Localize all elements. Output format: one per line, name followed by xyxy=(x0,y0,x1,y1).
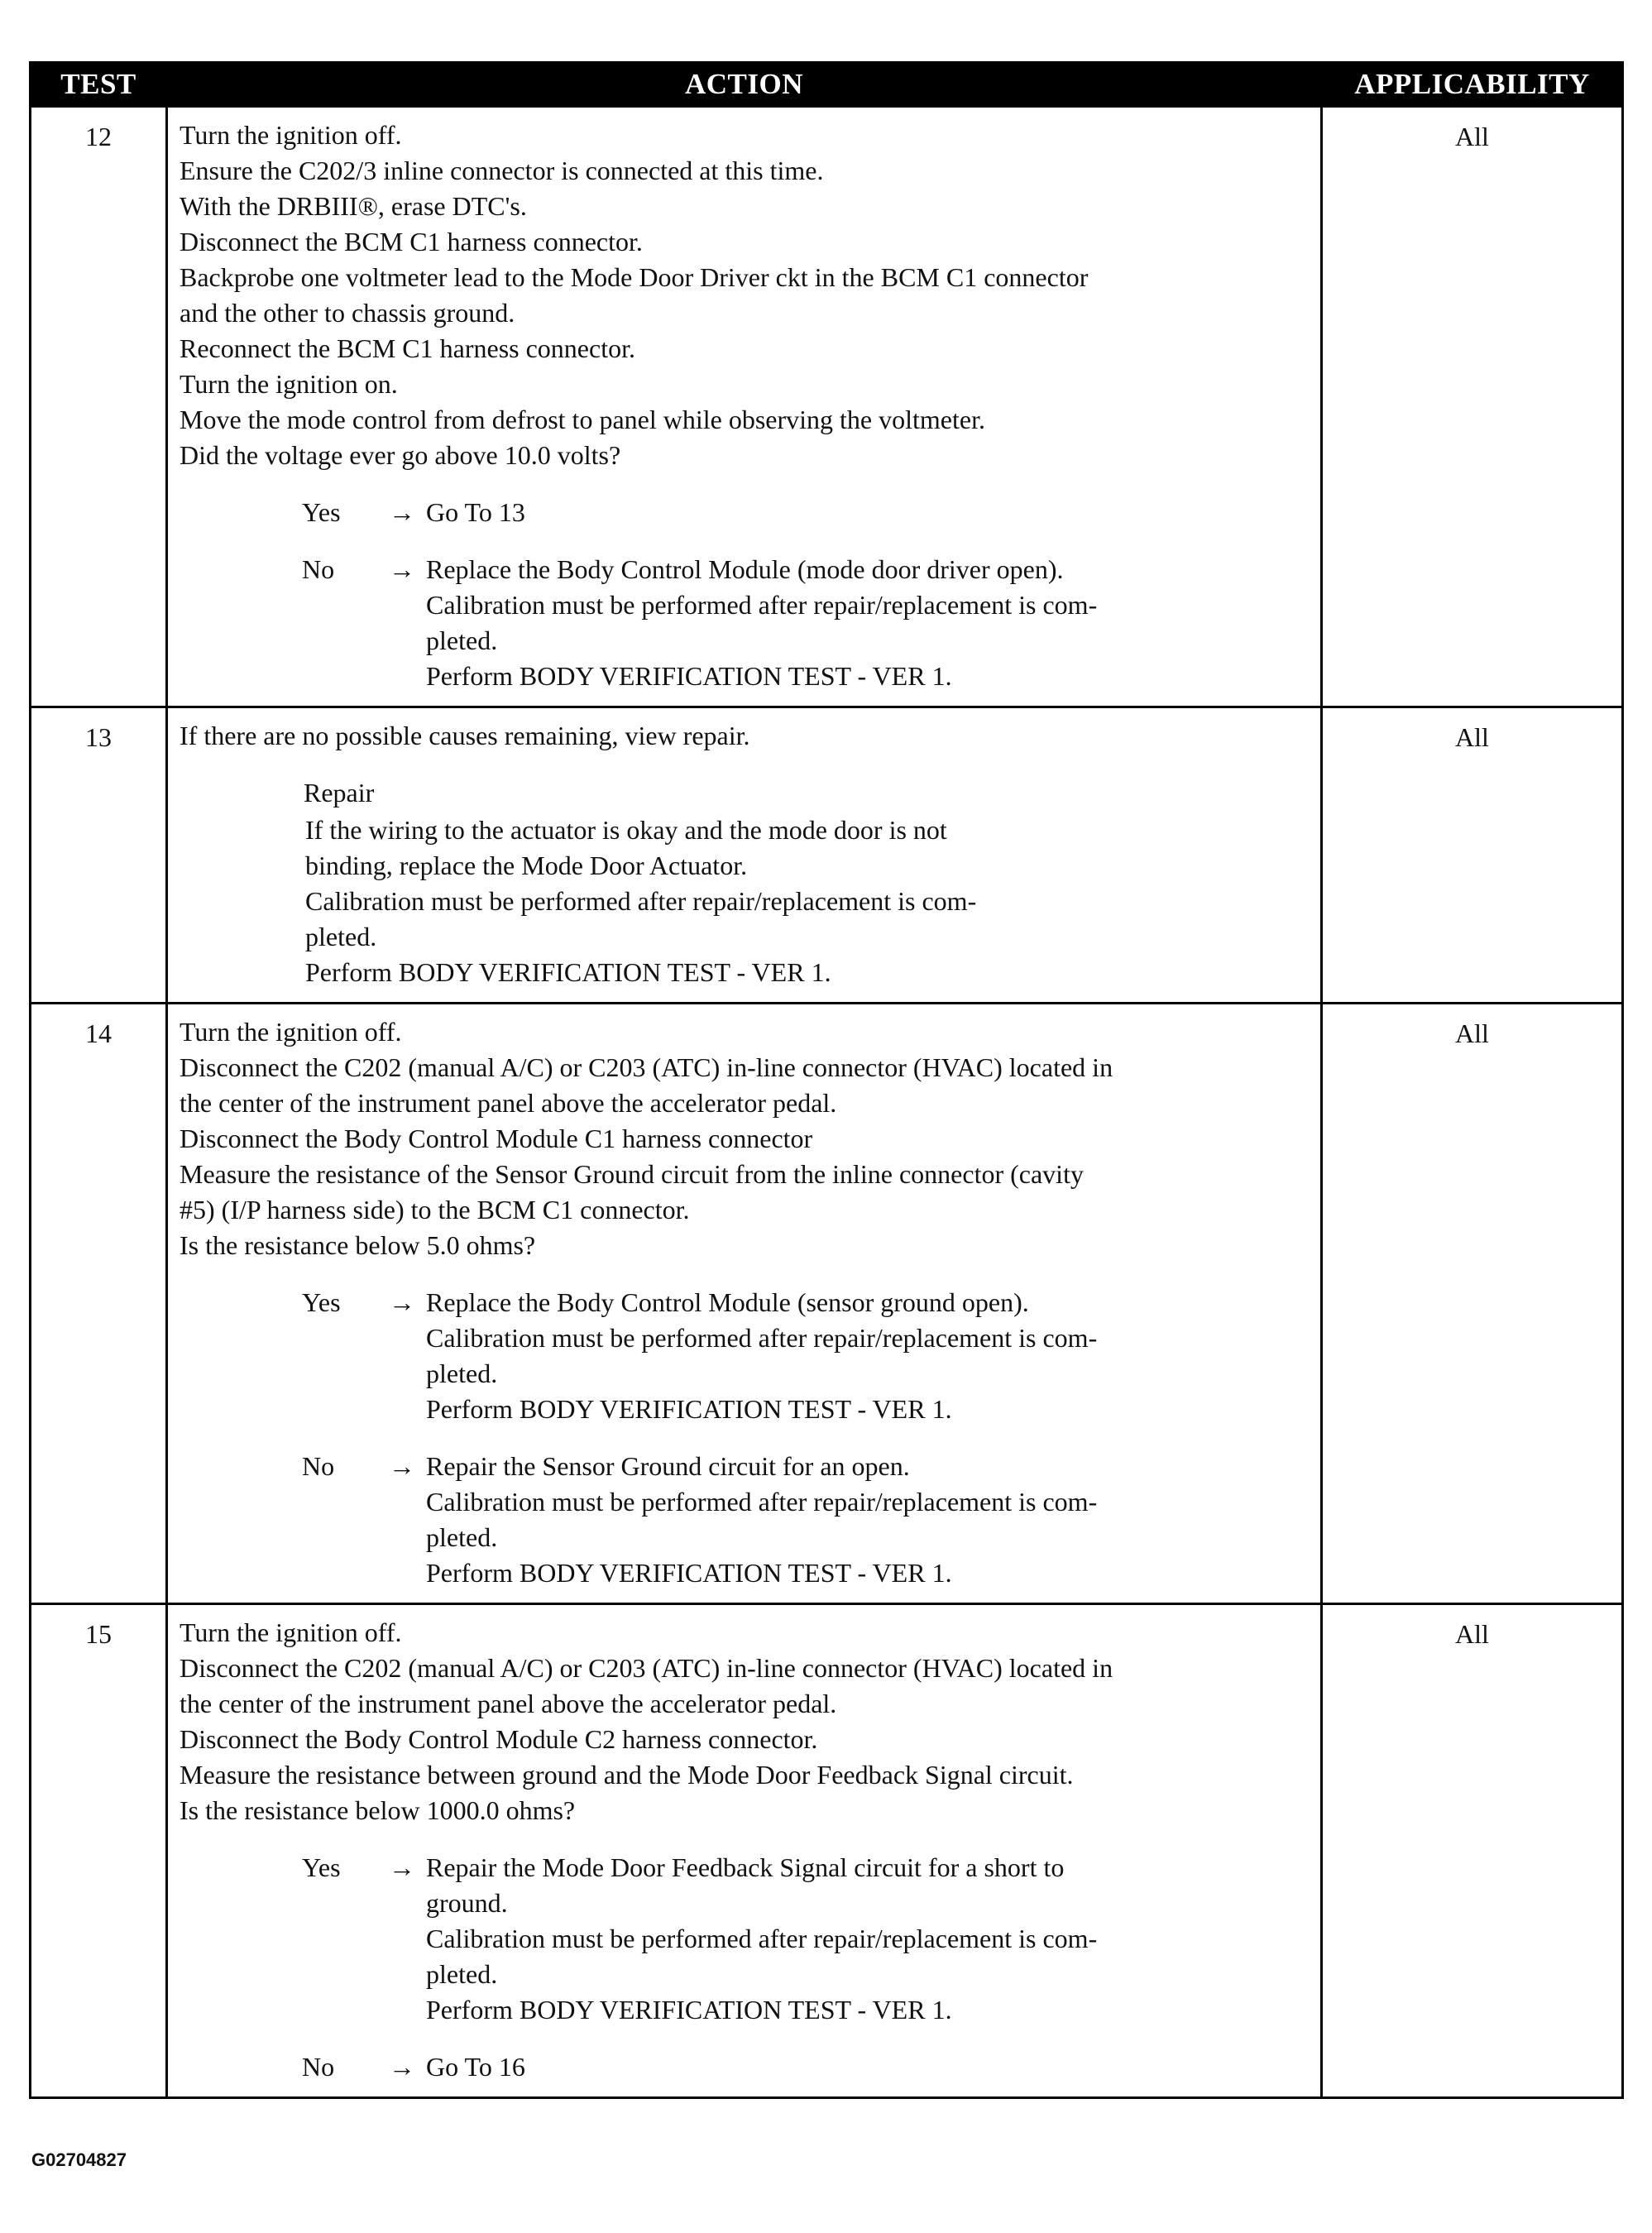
action-line: With the DRBIII®, erase DTC's. xyxy=(180,191,527,221)
result-line: Perform BODY VERIFICATION TEST - VER 1. xyxy=(426,1394,952,1424)
arrow-icon: → xyxy=(389,497,415,527)
result-line: Replace the Body Control Module (mode door driver open). xyxy=(426,554,1064,584)
action-line: Move the mode control from defrost to panel while observing the voltmeter. xyxy=(180,405,985,434)
action-line: the center of the instrument panel above the accelerator pedal. xyxy=(180,1689,837,1718)
result-line: Calibration must be performed after repair/replacement is com- xyxy=(426,1924,1098,1953)
arrow-icon: → xyxy=(389,1451,415,1481)
header-action: ACTION xyxy=(167,63,1322,107)
action-line: Turn the ignition on. xyxy=(180,369,398,399)
action-line: Did the voltage ever go above 10.0 volts? xyxy=(180,440,621,470)
result-line: Calibration must be performed after repair/replacement is com- xyxy=(426,1323,1098,1353)
result-yes-label: Yes xyxy=(302,497,341,527)
repair-line: Perform BODY VERIFICATION TEST - VER 1. xyxy=(305,957,831,987)
result-no xyxy=(180,1449,1312,1591)
action-line: If there are no possible causes remaining, view repair. xyxy=(180,721,750,750)
diagnostic-table xyxy=(29,61,1624,2099)
action-line: Backprobe one voltmeter lead to the Mode Door Driver ckt in the BCM C1 connector xyxy=(180,262,1089,292)
repair-line: binding, replace the Mode Door Actuator. xyxy=(305,851,748,880)
action-cell xyxy=(167,107,1322,707)
action-line: Is the resistance below 1000.0 ohms? xyxy=(180,1795,576,1825)
arrow-icon: → xyxy=(389,554,415,584)
repair-line: pleted. xyxy=(305,922,377,951)
action-line: #5) (I/P harness side) to the BCM C1 connector. xyxy=(180,1195,690,1224)
result-yes-text xyxy=(426,1850,1312,2028)
action-line: Disconnect the C202 (manual A/C) or C203 (ATC) in-line connector (HVAC) located in xyxy=(180,1653,1113,1683)
test-number: 12 xyxy=(31,107,167,707)
table-body xyxy=(31,107,1623,2098)
result-yes-text xyxy=(426,1285,1312,1427)
applicability: All xyxy=(1322,707,1623,1004)
test-number: 15 xyxy=(31,1604,167,2098)
repair-line: Calibration must be performed after repair/replacement is com- xyxy=(305,886,977,916)
action-line: Disconnect the Body Control Module C1 harness connector xyxy=(180,1124,813,1153)
result-line: Repair the Sensor Ground circuit for an open. xyxy=(426,1451,910,1481)
header-test: TEST xyxy=(31,63,167,107)
result-yes xyxy=(180,1850,1312,2028)
result-line: Repair the Mode Door Feedback Signal circuit for a short to xyxy=(426,1852,1065,1882)
result-no xyxy=(180,2049,1312,2085)
result-no-label: No xyxy=(302,1451,335,1481)
repair-text xyxy=(180,812,1312,990)
arrow-icon: → xyxy=(389,1287,415,1317)
action-line: Turn the ignition off. xyxy=(180,120,402,150)
action-line: Disconnect the Body Control Module C2 harness connector. xyxy=(180,1724,818,1754)
action-line: Disconnect the C202 (manual A/C) or C203 (ATC) in-line connector (HVAC) located in xyxy=(180,1052,1113,1082)
result-line: Perform BODY VERIFICATION TEST - VER 1. xyxy=(426,661,952,691)
result-line: Replace the Body Control Module (sensor ground open). xyxy=(426,1287,1029,1317)
repair-line: If the wiring to the actuator is okay and the mode door is not xyxy=(305,815,947,845)
repair-label: Repair xyxy=(304,778,375,807)
action-line: Reconnect the BCM C1 harness connector. xyxy=(180,333,635,363)
result-no-label: No xyxy=(302,554,335,584)
result-no-text xyxy=(426,552,1312,694)
result-no-label: No xyxy=(302,2052,335,2082)
test-row-15 xyxy=(31,1604,1623,2098)
result-no-text xyxy=(426,2049,1312,2085)
action-line: Turn the ignition off. xyxy=(180,1017,402,1047)
action-cell xyxy=(167,1004,1322,1604)
result-yes xyxy=(180,1285,1312,1427)
action-line: Measure the resistance of the Sensor Ground circuit from the inline connector (cavity xyxy=(180,1159,1084,1189)
action-cell xyxy=(167,707,1322,1004)
action-line: and the other to chassis ground. xyxy=(180,298,515,328)
action-line: Is the resistance below 5.0 ohms? xyxy=(180,1230,536,1260)
result-yes-text xyxy=(426,495,1312,530)
result-no xyxy=(180,552,1312,694)
diagnostic-table-container xyxy=(29,61,1621,2099)
arrow-icon: → xyxy=(389,2052,415,2082)
header-applicability: APPLICABILITY xyxy=(1322,63,1623,107)
arrow-icon: → xyxy=(389,1852,415,1882)
action-line: Measure the resistance between ground and the Mode Door Feedback Signal circuit. xyxy=(180,1760,1074,1790)
applicability: All xyxy=(1322,1604,1623,2098)
action-line: Disconnect the BCM C1 harness connector. xyxy=(180,227,643,256)
result-line: Calibration must be performed after repair/replacement is com- xyxy=(426,1487,1098,1517)
result-line: pleted. xyxy=(426,1358,498,1388)
repair-section xyxy=(180,775,1312,811)
result-line: pleted. xyxy=(426,1959,498,1989)
result-line: ground. xyxy=(426,1888,508,1918)
figure-id: G02704827 xyxy=(31,2149,127,2170)
result-no-text xyxy=(426,1449,1312,1591)
test-row-14 xyxy=(31,1004,1623,1604)
result-line: pleted. xyxy=(426,1522,498,1552)
result-yes-label: Yes xyxy=(302,1287,341,1317)
action-cell xyxy=(167,1604,1322,2098)
result-line: Perform BODY VERIFICATION TEST - VER 1. xyxy=(426,1995,952,2025)
action-line: Turn the ignition off. xyxy=(180,1617,402,1647)
action-line: Ensure the C202/3 inline connector is connected at this time. xyxy=(180,156,824,185)
result-line: Go To 16 xyxy=(426,2052,525,2082)
result-line: Calibration must be performed after repair/replacement is com- xyxy=(426,590,1098,620)
applicability: All xyxy=(1322,107,1623,707)
test-number: 14 xyxy=(31,1004,167,1604)
result-yes-label: Yes xyxy=(302,1852,341,1882)
result-line: Perform BODY VERIFICATION TEST - VER 1. xyxy=(426,1558,952,1588)
result-line: pleted. xyxy=(426,625,498,655)
applicability: All xyxy=(1322,1004,1623,1604)
result-line: Go To 13 xyxy=(426,497,525,527)
test-row-13 xyxy=(31,707,1623,1004)
action-line: the center of the instrument panel above the accelerator pedal. xyxy=(180,1088,837,1118)
table-header-row xyxy=(31,63,1623,107)
result-yes xyxy=(180,495,1312,530)
test-row-12 xyxy=(31,107,1623,707)
test-number: 13 xyxy=(31,707,167,1004)
